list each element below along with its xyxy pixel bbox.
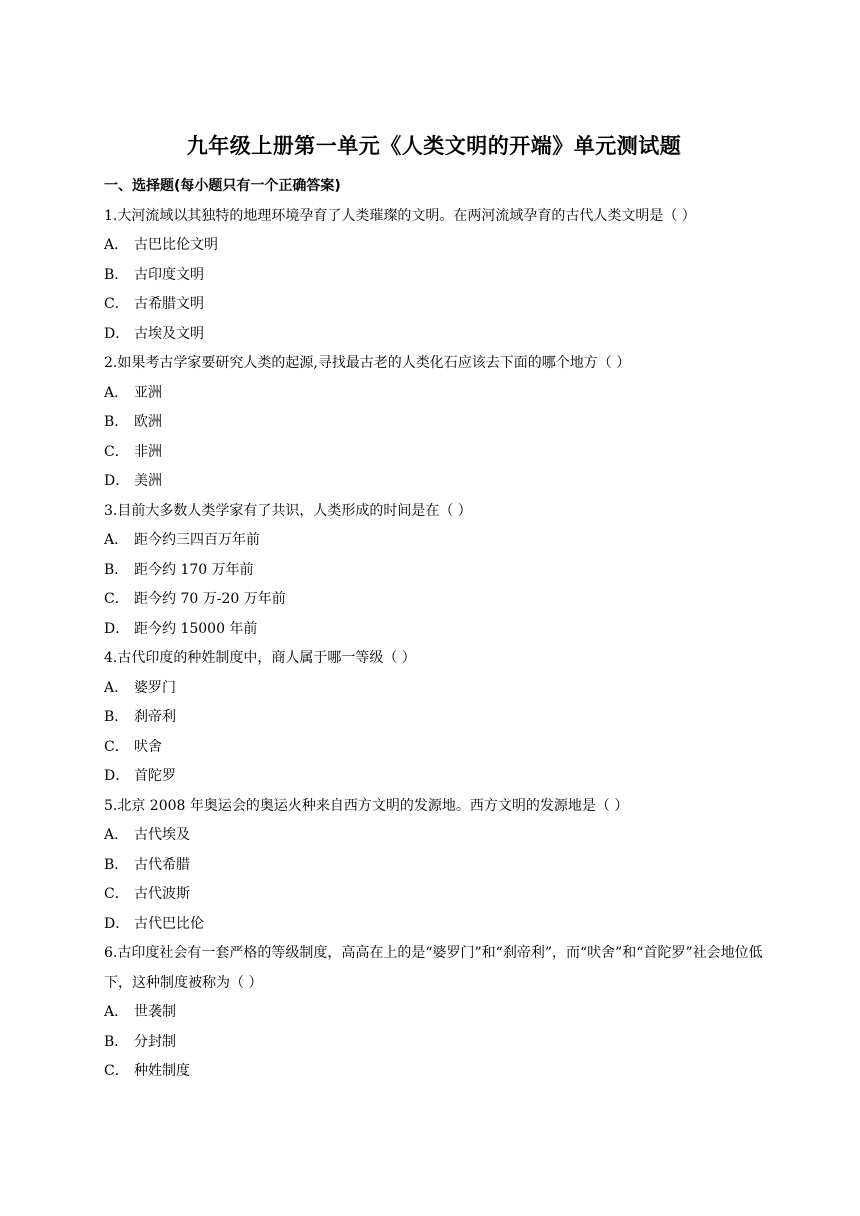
option-letter: B． [104, 561, 129, 578]
option-text: 古巴比伦文明 [134, 237, 218, 253]
option-letter: D． [104, 915, 130, 932]
option-text: 世袭制 [134, 1004, 176, 1020]
option-b [104, 1028, 764, 1058]
option-text: 欧洲 [134, 414, 162, 430]
option-a [104, 674, 764, 704]
option-letter: A． [104, 384, 129, 401]
question-stem: 1.大河流域以其独特的地理环境孕育了人类璀璨的文明。在两河流域孕育的古代人类文明是（ ） [104, 207, 696, 224]
question-4 [104, 644, 764, 792]
option-text: 古印度文明 [134, 266, 204, 283]
option-letter: A． [104, 1004, 129, 1020]
question-2 [104, 349, 764, 497]
option-text: 刹帝利 [134, 709, 176, 725]
option-d [104, 762, 764, 792]
option-text: 分封制 [134, 1033, 176, 1050]
question-3 [104, 497, 764, 645]
option-text: 古代波斯 [134, 886, 190, 902]
option-b [104, 556, 764, 586]
option-text: 种姓制度 [134, 1063, 190, 1079]
option-letter: D． [104, 325, 130, 342]
option-c [104, 880, 764, 910]
option-text: 古希腊文明 [134, 296, 204, 312]
option-text: 古代希腊 [134, 856, 190, 873]
option-text: 非洲 [134, 443, 162, 460]
option-letter: B． [104, 1033, 129, 1050]
option-letter: B． [104, 414, 129, 430]
option-text: 距今约三四百万年前 [134, 532, 260, 548]
option-d [104, 910, 764, 940]
option-letter: C． [104, 886, 129, 902]
option-text: 古埃及文明 [134, 325, 204, 342]
question-1 [104, 202, 764, 350]
option-b [104, 851, 764, 881]
question-stem: 2.如果考古学家要研究人类的起源,寻找最古老的人类化石应该去下面的哪个地方（ ） [104, 355, 631, 371]
question-stem: 6.古印度社会有一套严格的等级制度，高高在上的是“婆罗门”和“刹帝利”，而“吠舍”和“首陀罗”社会地位低下，这种制度被称为（ ） [104, 945, 763, 991]
option-a [104, 379, 764, 409]
option-letter: D． [104, 620, 130, 637]
option-letter: B． [104, 856, 129, 873]
option-d [104, 615, 764, 645]
option-letter: C． [104, 443, 129, 460]
option-letter: A． [104, 237, 129, 253]
question-stem: 5.北京 2008 年奥运会的奥运火种来自西方文明的发源地。西方文明的发源地是（ ） [104, 797, 629, 814]
option-c [104, 733, 764, 763]
option-c [104, 290, 764, 320]
option-b [104, 261, 764, 291]
option-letter: B． [104, 709, 129, 725]
question-6 [104, 939, 764, 1087]
option-d [104, 320, 764, 350]
option-text: 古代埃及 [134, 827, 190, 843]
option-c [104, 585, 764, 615]
option-a [104, 821, 764, 851]
option-letter: B． [104, 266, 129, 283]
option-text: 亚洲 [134, 384, 162, 401]
option-letter: D． [104, 768, 130, 784]
option-a [104, 998, 764, 1028]
option-b [104, 408, 764, 438]
option-letter: D． [104, 473, 130, 489]
option-text: 距今约 170 万年前 [134, 561, 254, 578]
option-c [104, 1057, 764, 1087]
option-text: 距今约 70 万-20 万年前 [134, 591, 286, 607]
option-text: 吠舍 [134, 738, 162, 755]
question-stem: 3.目前大多数人类学家有了共识，人类形成的时间是在（ ） [104, 502, 472, 519]
option-a [104, 231, 764, 261]
option-text: 距今约 15000 年前 [134, 620, 258, 637]
option-text: 古代巴比伦 [134, 915, 204, 932]
document-title: 九年级上册第一单元《人类文明的开端》单元测试题 [186, 134, 682, 158]
option-letter: A． [104, 679, 129, 696]
option-d [104, 467, 764, 497]
option-letter: C． [104, 1063, 129, 1079]
section-heading: 一、选择题(每小题只有一个正确答案) [104, 178, 341, 194]
option-letter: C． [104, 591, 129, 607]
option-letter: A． [104, 532, 129, 548]
option-a [104, 526, 764, 556]
question-stem: 4.古代印度的种姓制度中，商人属于哪一等级（ ） [104, 650, 416, 666]
option-text: 首陀罗 [134, 768, 176, 784]
question-5 [104, 792, 764, 940]
option-letter: C． [104, 738, 129, 755]
option-b [104, 703, 764, 733]
option-c [104, 438, 764, 468]
option-text: 婆罗门 [134, 679, 176, 696]
option-text: 美洲 [134, 473, 162, 489]
option-letter: A． [104, 827, 129, 843]
option-letter: C． [104, 296, 129, 312]
